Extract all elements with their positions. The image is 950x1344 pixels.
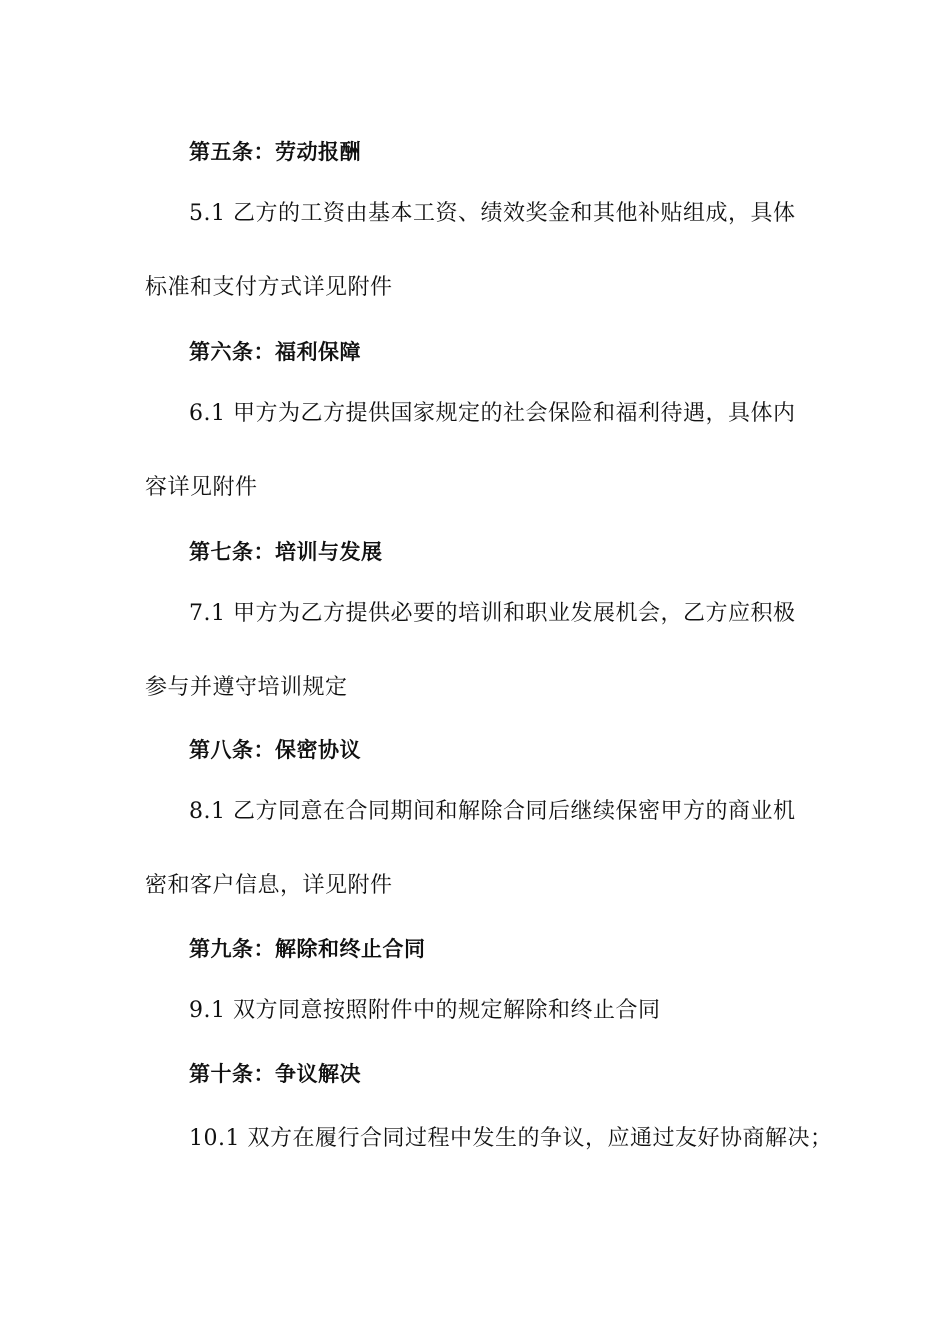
section-heading: 第六条：福利保障	[189, 340, 361, 364]
paragraph-line: 8.1 乙方同意在合同期间和解除合同后继续保密甲方的商业机	[189, 799, 796, 824]
paragraph-line: 标准和支付方式详见附件	[145, 275, 393, 300]
paragraph-line: 参与并遵守培训规定	[145, 675, 348, 700]
paragraph-line: 6.1 甲方为乙方提供国家规定的社会保险和福利待遇，具体内	[189, 401, 796, 426]
paragraph-line: 5.1 乙方的工资由基本工资、绩效奖金和其他补贴组成，具体	[189, 201, 796, 226]
paragraph-line: 10.1 双方在履行合同过程中发生的争议，应通过友好协商解决；	[189, 1126, 833, 1151]
paragraph-line: 密和客户信息，详见附件	[145, 873, 393, 898]
section-heading: 第七条：培训与发展	[189, 540, 383, 564]
section-heading: 第五条：劳动报酬	[189, 140, 361, 164]
section-heading: 第十条：争议解决	[189, 1062, 361, 1086]
paragraph-line: 9.1 双方同意按照附件中的规定解除和终止合同	[189, 998, 661, 1023]
paragraph-line: 7.1 甲方为乙方提供必要的培训和职业发展机会，乙方应积极	[189, 601, 796, 626]
section-heading: 第九条：解除和终止合同	[189, 937, 426, 961]
section-heading: 第八条：保密协议	[189, 738, 361, 762]
paragraph-line: 容详见附件	[145, 475, 258, 500]
